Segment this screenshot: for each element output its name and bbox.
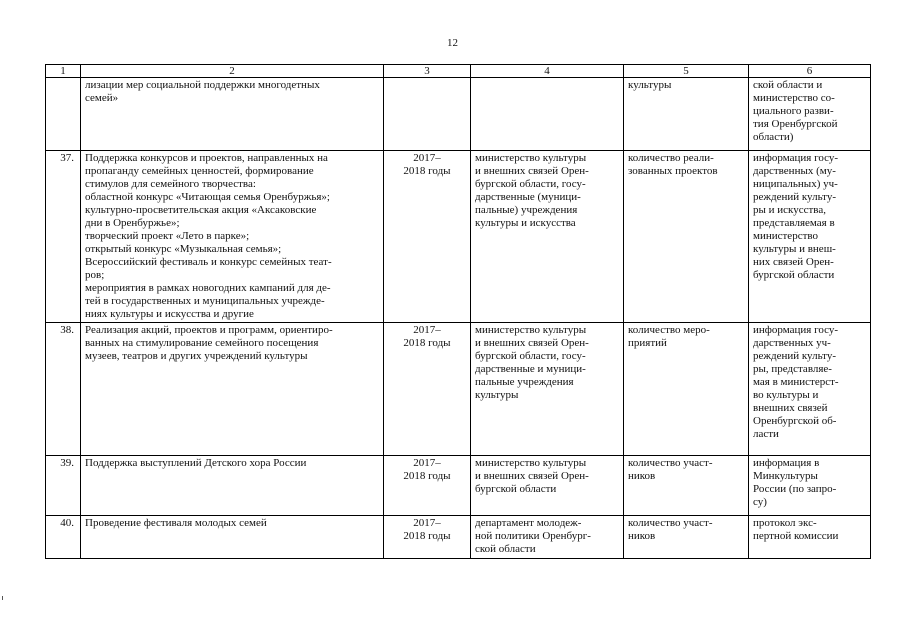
text-line: мероприятия в рамках новогодних кампаний для де-: [85, 282, 331, 294]
table-row: [46, 323, 871, 456]
text-line: реждений культу-: [753, 191, 836, 203]
text-line: ниципальных) уч-: [753, 178, 838, 190]
text-line: ванных на стимулирование семейного посещения: [85, 337, 319, 349]
text-line: дарственные (муници-: [475, 191, 581, 203]
header-cell: 6: [749, 65, 871, 78]
text-line: 2018 годы: [403, 165, 451, 177]
text-line: 2018 годы: [403, 337, 451, 349]
indicator-cell: [624, 323, 749, 456]
text-line: Оренбургской об-: [753, 415, 837, 427]
indicator-cell: [624, 151, 749, 323]
text-line: семей»: [85, 92, 119, 104]
text-line: информация госу-: [753, 152, 838, 164]
text-line: ниях культуры и искусства и другие: [85, 308, 254, 320]
row-number: 38.: [46, 323, 81, 456]
text-line: 2018 годы: [403, 470, 451, 482]
measure-description: [81, 78, 384, 151]
text-line: ной политики Оренбург-: [475, 530, 591, 542]
text-line: министерство культуры: [475, 457, 587, 469]
period-cell: [384, 323, 471, 456]
text-line: дарственные и муници-: [475, 363, 586, 375]
table-row: [46, 78, 871, 151]
text-line: 2017–: [413, 324, 441, 336]
text-line: во культуры и: [753, 389, 819, 401]
header-cell: 4: [471, 65, 624, 78]
text-line: информация госу-: [753, 324, 838, 336]
period-cell: [384, 516, 471, 559]
text-line: области): [753, 131, 794, 143]
text-line: ников: [628, 470, 656, 482]
table-row: [46, 456, 871, 516]
text-line: Реализация акций, проектов и программ, ориентиро-: [85, 324, 333, 336]
text-line: реждений культу-: [753, 350, 836, 362]
text-line: количество участ-: [628, 517, 713, 529]
report-form-cell: [749, 78, 871, 151]
text-line: министерство культуры: [475, 324, 587, 336]
executor-cell: [471, 151, 624, 323]
text-line: дни в Оренбуржье»;: [85, 217, 180, 229]
text-line: количество участ-: [628, 457, 713, 469]
text-line: творческий проект «Лето в парке»;: [85, 230, 250, 242]
text-line: стимулов для семейного творчества:: [85, 178, 256, 190]
scan-artifact: [2, 596, 3, 600]
measure-description: [81, 516, 384, 559]
measure-description: [81, 151, 384, 323]
header-cell: 5: [624, 65, 749, 78]
text-line: России (по запро-: [753, 483, 837, 495]
row-number: [46, 78, 81, 151]
measures-table: [45, 64, 871, 559]
text-line: ников: [628, 530, 656, 542]
text-line: и внешних связей Орен-: [475, 470, 589, 482]
text-line: министерство: [753, 230, 819, 242]
text-line: министерство культуры: [475, 152, 587, 164]
text-line: Минкультуры: [753, 470, 818, 482]
text-line: внешних связей: [753, 402, 828, 414]
text-line: мая в министерст-: [753, 376, 839, 388]
text-line: Всероссийский фестиваль и конкурс семейных теат-: [85, 256, 332, 268]
text-line: Поддержка выступлений Детского хора России: [85, 457, 307, 469]
report-form-cell: [749, 456, 871, 516]
text-line: бургской области, госу-: [475, 350, 586, 362]
text-line: культуры: [628, 79, 672, 91]
indicator-cell: [624, 516, 749, 559]
text-line: Поддержка конкурсов и проектов, направленных на: [85, 152, 328, 164]
text-line: ров;: [85, 269, 105, 281]
row-number: 40.: [46, 516, 81, 559]
text-line: пертной комиссии: [753, 530, 839, 542]
text-line: культурно-просветительская акция «Аксаковские: [85, 204, 317, 216]
text-line: 2017–: [413, 152, 441, 164]
text-line: дарственных (му-: [753, 165, 836, 177]
report-form-cell: [749, 151, 871, 323]
report-form-cell: [749, 516, 871, 559]
text-line: зованных проектов: [628, 165, 718, 177]
text-line: количество реали-: [628, 152, 714, 164]
text-line: протокол экс-: [753, 517, 817, 529]
text-line: культуры: [475, 389, 519, 401]
header-row: [46, 65, 871, 78]
text-line: департамент молодеж-: [475, 517, 582, 529]
text-line: Проведение фестиваля молодых семей: [85, 517, 267, 529]
text-line: музеев, театров и других учреждений культуры: [85, 350, 308, 362]
text-line: тия Оренбургской: [753, 118, 838, 130]
executor-cell: [471, 78, 624, 151]
text-line: бургской области: [475, 483, 557, 495]
text-line: областной конкурс «Читающая семья Оренбуржья»;: [85, 191, 330, 203]
text-line: бургской области: [753, 269, 835, 281]
text-line: дарственных уч-: [753, 337, 831, 349]
text-line: пропаганду семейных ценностей, формирование: [85, 165, 314, 177]
text-line: ры и искусства,: [753, 204, 826, 216]
text-line: культуры и искусства: [475, 217, 576, 229]
header-cell: 2: [81, 65, 384, 78]
text-line: информация в: [753, 457, 820, 469]
text-line: них связей Орен-: [753, 256, 834, 268]
text-line: ры, представляе-: [753, 363, 832, 375]
header-cell: 3: [384, 65, 471, 78]
header-cell: 1: [46, 65, 81, 78]
executor-cell: [471, 516, 624, 559]
text-line: министерство со-: [753, 92, 835, 104]
text-line: тей в государственных и муниципальных учрежде-: [85, 295, 325, 307]
page-number: 12: [447, 37, 458, 49]
text-line: представляемая в: [753, 217, 835, 229]
executor-cell: [471, 323, 624, 456]
text-line: пальные) учреждения: [475, 204, 578, 216]
measure-description: [81, 456, 384, 516]
text-line: 2017–: [413, 517, 441, 529]
text-line: количество меро-: [628, 324, 710, 336]
text-line: пальные учреждения: [475, 376, 574, 388]
text-line: ласти: [753, 428, 779, 440]
period-cell: [384, 78, 471, 151]
row-number: 39.: [46, 456, 81, 516]
indicator-cell: [624, 78, 749, 151]
text-line: открытый конкурс «Музыкальная семья»;: [85, 243, 282, 255]
period-cell: [384, 151, 471, 323]
text-line: су): [753, 496, 767, 508]
text-line: 2018 годы: [403, 530, 451, 542]
text-line: приятий: [628, 337, 667, 349]
text-line: 2017–: [413, 457, 441, 469]
text-line: ской области и: [753, 79, 823, 91]
text-line: циального разви-: [753, 105, 834, 117]
report-form-cell: [749, 323, 871, 456]
executor-cell: [471, 456, 624, 516]
row-number: 37.: [46, 151, 81, 323]
period-cell: [384, 456, 471, 516]
measure-description: [81, 323, 384, 456]
indicator-cell: [624, 456, 749, 516]
text-line: лизации мер социальной поддержки многодетных: [85, 79, 320, 91]
text-line: и внешних связей Орен-: [475, 165, 589, 177]
text-line: и внешних связей Орен-: [475, 337, 589, 349]
text-line: ской области: [475, 543, 536, 555]
text-line: культуры и внеш-: [753, 243, 836, 255]
table-row: [46, 516, 871, 559]
table-row: [46, 151, 871, 323]
text-line: бургской области, госу-: [475, 178, 586, 190]
